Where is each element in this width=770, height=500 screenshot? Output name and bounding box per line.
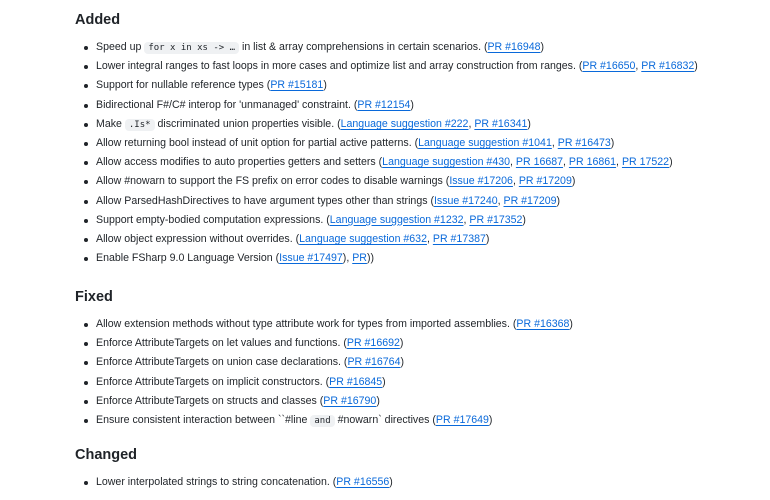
list-item <box>0 153 770 172</box>
item-text: Allow object expression without overrides. ( <box>96 232 300 245</box>
item-text: ) <box>569 318 573 330</box>
bullet-icon <box>84 481 88 485</box>
bullet-icon <box>84 84 88 88</box>
reference-link[interactable]: PR #17209 <box>518 175 572 188</box>
item-list-added <box>0 38 770 268</box>
reference-link[interactable]: PR #16832 <box>641 60 695 73</box>
list-item <box>0 192 770 211</box>
list-item <box>0 96 770 115</box>
reference-link[interactable]: Language suggestion #430 <box>382 156 511 169</box>
bullet-icon <box>84 381 88 385</box>
item-text: , <box>616 156 622 169</box>
item-text: , <box>551 136 558 149</box>
inline-code: .Is* <box>125 119 155 131</box>
list-item <box>0 249 770 268</box>
item-text: #nowarn` directives ( <box>334 413 436 426</box>
item-text: Ensure consistent interaction between ``#line <box>96 413 311 426</box>
reference-link[interactable]: PR #16556 <box>336 476 390 488</box>
reference-link[interactable]: PR #16845 <box>329 375 383 388</box>
item-text: Bidirectional F#/C# interop for 'unmanaged' constraint. ( <box>96 98 358 111</box>
reference-link[interactable]: Language suggestion #632 <box>299 232 427 245</box>
list-item <box>0 473 770 492</box>
list-item <box>0 172 770 191</box>
bullet-icon <box>84 361 88 365</box>
item-text: Enforce AttributeTargets on let values and functions. ( <box>96 337 347 350</box>
list-item <box>0 57 770 76</box>
reference-link[interactable]: PR <box>352 252 367 265</box>
list-item <box>0 334 770 353</box>
reference-link[interactable]: PR #16650 <box>582 60 636 73</box>
item-text: ) <box>669 156 673 169</box>
bullet-icon <box>84 400 88 404</box>
section-heading-added: Added <box>75 12 121 28</box>
item-text: ) <box>571 175 576 188</box>
list-item <box>0 76 770 95</box>
item-text: Enable FSharp 9.0 Language Version ( <box>96 252 280 265</box>
item-text: ) <box>540 41 545 53</box>
reference-link[interactable]: PR #17209 <box>503 194 557 207</box>
item-text: ) <box>382 375 386 388</box>
item-text: Allow ParsedHashDirectives to have argument types other than strings ( <box>96 194 434 207</box>
item-text: , <box>468 117 475 130</box>
section-heading-changed: Changed <box>75 447 138 463</box>
item-text: Allow access modifies to auto properties getters and setters ( <box>96 156 383 169</box>
bullet-icon <box>84 342 88 346</box>
reference-link[interactable]: PR #16473 <box>557 136 611 149</box>
inline-code: and <box>310 415 334 427</box>
list-item <box>0 38 770 57</box>
reference-link[interactable]: Language suggestion #1232 <box>329 213 464 226</box>
item-text: ) <box>527 117 531 130</box>
list-item <box>0 392 770 411</box>
reference-link[interactable]: PR 16861 <box>568 156 617 169</box>
bullet-icon <box>84 200 88 204</box>
reference-link[interactable]: Language suggestion #222 <box>340 117 469 130</box>
item-text: Speed up <box>96 41 145 53</box>
item-text: Enforce AttributeTargets on structs and classes ( <box>96 394 324 407</box>
bullet-icon <box>84 65 88 69</box>
item-text: in list & array comprehensions in certain scenarios. ( <box>239 41 488 53</box>
reference-link[interactable]: PR #15181 <box>270 79 324 92</box>
reference-link[interactable]: PR #16948 <box>487 41 541 53</box>
list-item <box>0 134 770 153</box>
item-text: ) <box>556 194 561 207</box>
item-text: , <box>426 232 433 245</box>
bullet-icon <box>84 142 88 146</box>
item-text: ), <box>342 252 353 265</box>
item-text: ) <box>522 213 526 226</box>
item-text: Allow returning bool instead of unit option for partial active patterns. ( <box>96 136 419 149</box>
item-text: Make <box>96 117 125 130</box>
bullet-icon <box>84 419 88 423</box>
item-text: Allow #nowarn to support the FS prefix on error codes to disable warnings ( <box>96 175 450 188</box>
item-text: ) <box>400 356 404 369</box>
item-text: , <box>512 175 519 188</box>
list-item <box>0 411 770 430</box>
reference-link[interactable]: PR #16341 <box>474 117 528 130</box>
item-text: , <box>463 213 470 226</box>
reference-link[interactable]: PR #12154 <box>357 98 411 111</box>
list-item <box>0 211 770 230</box>
item-text: Allow extension methods without type attribute work for types from imported assemblies. ( <box>96 318 517 330</box>
item-list-fixed <box>0 315 770 430</box>
item-text: , <box>563 156 569 169</box>
item-text: ) <box>488 413 493 426</box>
bullet-icon <box>84 161 88 165</box>
list-item <box>0 315 770 334</box>
item-text: ) <box>376 394 380 407</box>
bullet-icon <box>84 104 88 108</box>
inline-code: for x in xs -> … <box>144 42 239 54</box>
reference-link[interactable]: PR #17649 <box>435 413 489 426</box>
item-text: ) <box>323 79 327 92</box>
bullet-icon <box>84 123 88 127</box>
reference-link[interactable]: PR 16687 <box>515 156 564 169</box>
section-heading-fixed: Fixed <box>75 289 113 305</box>
item-text: ) <box>485 232 490 245</box>
item-text: ) <box>399 337 404 350</box>
bullet-icon <box>84 219 88 223</box>
list-item <box>0 353 770 372</box>
reference-link[interactable]: PR #17352 <box>469 213 523 226</box>
item-text: ) <box>694 60 698 73</box>
reference-link[interactable]: Issue #17240 <box>433 194 498 207</box>
item-text: Lower interpolated strings to string concatenation. ( <box>96 476 337 488</box>
reference-link[interactable]: PR #16790 <box>323 394 377 407</box>
item-text: Support for nullable reference types ( <box>96 79 271 92</box>
item-text: Lower integral ranges to fast loops in more cases and optimize list and array construction from ranges. ( <box>96 60 583 73</box>
item-text: ) <box>410 98 414 111</box>
bullet-icon <box>84 46 88 50</box>
reference-link[interactable]: PR #16368 <box>516 318 570 330</box>
list-item <box>0 115 770 134</box>
bullet-icon <box>84 323 88 327</box>
list-item <box>0 230 770 249</box>
list-item <box>0 373 770 392</box>
item-text: discriminated union properties visible. ( <box>154 117 341 130</box>
reference-link[interactable]: Issue #17497 <box>279 252 343 265</box>
item-text: ) <box>610 136 615 149</box>
reference-link[interactable]: PR #16692 <box>346 337 400 350</box>
item-text: , <box>497 194 504 207</box>
reference-link[interactable]: PR 17522 <box>621 156 670 169</box>
item-text: )) <box>366 252 374 265</box>
bullet-icon <box>84 180 88 184</box>
item-text: Enforce AttributeTargets on union case declarations. ( <box>96 356 348 369</box>
reference-link[interactable]: Language suggestion #1041 <box>418 136 552 149</box>
bullet-icon <box>84 257 88 261</box>
item-text: , <box>510 156 516 169</box>
reference-link[interactable]: Issue #17206 <box>449 175 513 188</box>
bullet-icon <box>84 238 88 242</box>
item-text: ) <box>389 476 393 488</box>
item-list-changed <box>0 473 770 492</box>
item-text: Support empty-bodied computation expressions. ( <box>96 213 330 226</box>
reference-link[interactable]: PR #16764 <box>347 356 401 369</box>
item-text: , <box>635 60 642 73</box>
reference-link[interactable]: PR #17387 <box>432 232 486 245</box>
item-text: Enforce AttributeTargets on implicit constructors. ( <box>96 375 330 388</box>
